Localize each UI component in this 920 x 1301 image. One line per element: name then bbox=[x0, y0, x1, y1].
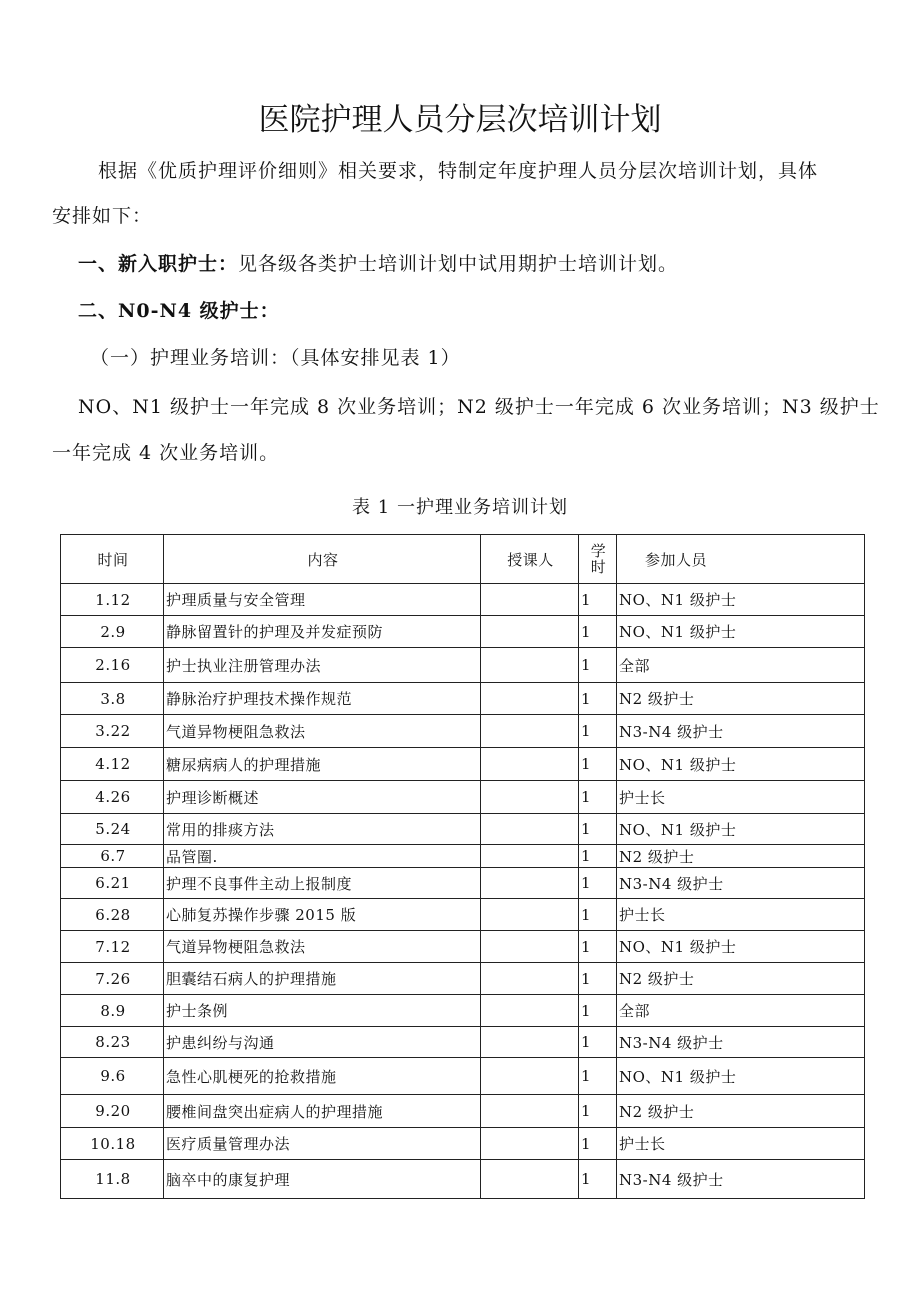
table-row bbox=[61, 584, 865, 616]
cell-content: 护士条例 bbox=[164, 995, 481, 1027]
cell-participants: 全部 bbox=[617, 995, 865, 1027]
cell-participants: NO、N1 级护士 bbox=[617, 584, 865, 616]
cell-content: 静脉留置针的护理及并发症预防 bbox=[164, 616, 481, 648]
cell-lecturer bbox=[481, 683, 579, 715]
requirement-line1: NO、N1 级护士一年完成 8 次业务培训；N2 级护士一年完成 6 次业务培训；N3 级护士 bbox=[78, 396, 880, 418]
cell-hours: 1 bbox=[579, 616, 617, 648]
table-row bbox=[61, 1027, 865, 1058]
cell-participants: N2 级护士 bbox=[617, 1095, 865, 1128]
cell-time: 5.24 bbox=[61, 814, 164, 845]
cell-participants: 护士长 bbox=[617, 781, 865, 814]
cell-hours: 1 bbox=[579, 845, 617, 868]
training-plan-table bbox=[60, 534, 865, 1199]
cell-participants: 护士长 bbox=[617, 1128, 865, 1160]
cell-lecturer bbox=[481, 1128, 579, 1160]
cell-hours: 1 bbox=[579, 814, 617, 845]
cell-lecturer bbox=[481, 584, 579, 616]
cell-lecturer bbox=[481, 1058, 579, 1095]
cell-content: 护士执业注册管理办法 bbox=[164, 648, 481, 683]
cell-time: 9.6 bbox=[61, 1058, 164, 1095]
cell-lecturer bbox=[481, 1160, 579, 1199]
section-new-nurses-label: 一、新入职护士： bbox=[78, 253, 239, 275]
cell-time: 8.9 bbox=[61, 995, 164, 1027]
section-n0-n4-heading bbox=[78, 288, 280, 334]
cell-participants: NO、N1 级护士 bbox=[617, 931, 865, 963]
cell-lecturer bbox=[481, 868, 579, 899]
cell-hours: 1 bbox=[579, 1160, 617, 1199]
cell-content: 糖尿病病人的护理措施 bbox=[164, 748, 481, 781]
table-row bbox=[61, 683, 865, 715]
table-row bbox=[61, 931, 865, 963]
section-new-nurses bbox=[78, 241, 678, 287]
table-row bbox=[61, 648, 865, 683]
cell-hours: 1 bbox=[579, 1058, 617, 1095]
cell-time: 6.28 bbox=[61, 899, 164, 931]
table-row bbox=[61, 995, 865, 1027]
cell-hours: 1 bbox=[579, 931, 617, 963]
cell-hours: 1 bbox=[579, 963, 617, 995]
table-row bbox=[61, 963, 865, 995]
cell-hours: 1 bbox=[579, 995, 617, 1027]
document-title: 医院护理人员分层次培训计划 bbox=[258, 102, 662, 138]
table-header-row bbox=[61, 535, 865, 584]
cell-lecturer bbox=[481, 995, 579, 1027]
cell-time: 4.26 bbox=[61, 781, 164, 814]
header-lecturer: 授课人 bbox=[481, 535, 579, 584]
table-row bbox=[61, 814, 865, 845]
header-hours bbox=[579, 535, 617, 584]
cell-participants: NO、N1 级护士 bbox=[617, 814, 865, 845]
cell-participants: NO、N1 级护士 bbox=[617, 1058, 865, 1095]
table-row bbox=[61, 845, 865, 868]
cell-content: 脑卒中的康复护理 bbox=[164, 1160, 481, 1199]
cell-time: 8.23 bbox=[61, 1027, 164, 1058]
cell-time: 4.12 bbox=[61, 748, 164, 781]
table-row bbox=[61, 715, 865, 748]
cell-participants: N2 级护士 bbox=[617, 963, 865, 995]
cell-time: 2.16 bbox=[61, 648, 164, 683]
cell-participants: 护士长 bbox=[617, 899, 865, 931]
cell-lecturer bbox=[481, 616, 579, 648]
cell-lecturer bbox=[481, 814, 579, 845]
table-row bbox=[61, 899, 865, 931]
cell-content: 胆囊结石病人的护理措施 bbox=[164, 963, 481, 995]
cell-content: 护理质量与安全管理 bbox=[164, 584, 481, 616]
cell-lecturer bbox=[481, 781, 579, 814]
cell-time: 6.7 bbox=[61, 845, 164, 868]
cell-content: 静脉治疗护理技术操作规范 bbox=[164, 683, 481, 715]
cell-participants: N3-N4 级护士 bbox=[617, 1160, 865, 1199]
cell-content: 护理不良事件主动上报制度 bbox=[164, 868, 481, 899]
cell-time: 6.21 bbox=[61, 868, 164, 899]
table-row bbox=[61, 1128, 865, 1160]
cell-lecturer bbox=[481, 1095, 579, 1128]
cell-hours: 1 bbox=[579, 1095, 617, 1128]
cell-lecturer bbox=[481, 845, 579, 868]
cell-participants: N2 级护士 bbox=[617, 845, 865, 868]
cell-hours: 1 bbox=[579, 1027, 617, 1058]
cell-time: 9.20 bbox=[61, 1095, 164, 1128]
cell-lecturer bbox=[481, 931, 579, 963]
header-participants: 参加人员 bbox=[617, 535, 865, 584]
cell-content: 品管圈. bbox=[164, 845, 481, 868]
cell-hours: 1 bbox=[579, 868, 617, 899]
cell-hours: 1 bbox=[579, 584, 617, 616]
cell-lecturer bbox=[481, 1027, 579, 1058]
cell-content: 常用的排痰方法 bbox=[164, 814, 481, 845]
subsection-business-training: （一）护理业务培训：（具体安排见表 1） bbox=[90, 347, 461, 369]
cell-time: 3.22 bbox=[61, 715, 164, 748]
cell-content: 护理诊断概述 bbox=[164, 781, 481, 814]
cell-content: 气道异物梗阻急救法 bbox=[164, 931, 481, 963]
cell-lecturer bbox=[481, 715, 579, 748]
table-row bbox=[61, 781, 865, 814]
cell-lecturer bbox=[481, 963, 579, 995]
header-time: 时间 bbox=[61, 535, 164, 584]
cell-participants: N3-N4 级护士 bbox=[617, 1027, 865, 1058]
cell-content: 急性心肌梗死的抢救措施 bbox=[164, 1058, 481, 1095]
cell-time: 7.12 bbox=[61, 931, 164, 963]
cell-content: 护患纠纷与沟通 bbox=[164, 1027, 481, 1058]
table-row bbox=[61, 1058, 865, 1095]
cell-content: 腰椎间盘突出症病人的护理措施 bbox=[164, 1095, 481, 1128]
cell-hours: 1 bbox=[579, 748, 617, 781]
section-n0-n4-label: 二、N0-N4 级护士： bbox=[78, 300, 280, 322]
table-row bbox=[61, 748, 865, 781]
cell-participants: N3-N4 级护士 bbox=[617, 715, 865, 748]
requirement-line2: 一年完成 4 次业务培训。 bbox=[52, 442, 280, 464]
table-row bbox=[61, 1160, 865, 1199]
intro-paragraph-line2: 安排如下： bbox=[52, 205, 153, 227]
cell-time: 3.8 bbox=[61, 683, 164, 715]
header-content: 内容 bbox=[164, 535, 481, 584]
cell-time: 2.9 bbox=[61, 616, 164, 648]
cell-hours: 1 bbox=[579, 899, 617, 931]
cell-participants: N2 级护士 bbox=[617, 683, 865, 715]
cell-time: 11.8 bbox=[61, 1160, 164, 1199]
table-row bbox=[61, 616, 865, 648]
cell-content: 心肺复苏操作步骤 2015 版 bbox=[164, 899, 481, 931]
section-new-nurses-text: 见各级各类护士培训计划中试用期护士培训计划。 bbox=[238, 253, 679, 275]
cell-hours: 1 bbox=[579, 781, 617, 814]
cell-participants: 全部 bbox=[617, 648, 865, 683]
cell-participants: NO、N1 级护士 bbox=[617, 616, 865, 648]
cell-hours: 1 bbox=[579, 683, 617, 715]
cell-content: 气道异物梗阻急救法 bbox=[164, 715, 481, 748]
cell-time: 7.26 bbox=[61, 963, 164, 995]
table-row bbox=[61, 868, 865, 899]
table-row bbox=[61, 1095, 865, 1128]
cell-content: 医疗质量管理办法 bbox=[164, 1128, 481, 1160]
cell-participants: N3-N4 级护士 bbox=[617, 868, 865, 899]
intro-paragraph-line1: 根据《优质护理评价细则》相关要求，特制定年度护理人员分层次培训计划，具体 bbox=[98, 160, 819, 182]
cell-lecturer bbox=[481, 748, 579, 781]
cell-time: 1.12 bbox=[61, 584, 164, 616]
cell-time: 10.18 bbox=[61, 1128, 164, 1160]
cell-hours: 1 bbox=[579, 1128, 617, 1160]
header-hours-label: 学时 bbox=[590, 542, 607, 576]
cell-hours: 1 bbox=[579, 648, 617, 683]
cell-lecturer bbox=[481, 899, 579, 931]
table-caption: 表 1 一护理业务培训计划 bbox=[352, 497, 568, 518]
cell-lecturer bbox=[481, 648, 579, 683]
cell-participants: NO、N1 级护士 bbox=[617, 748, 865, 781]
cell-hours: 1 bbox=[579, 715, 617, 748]
